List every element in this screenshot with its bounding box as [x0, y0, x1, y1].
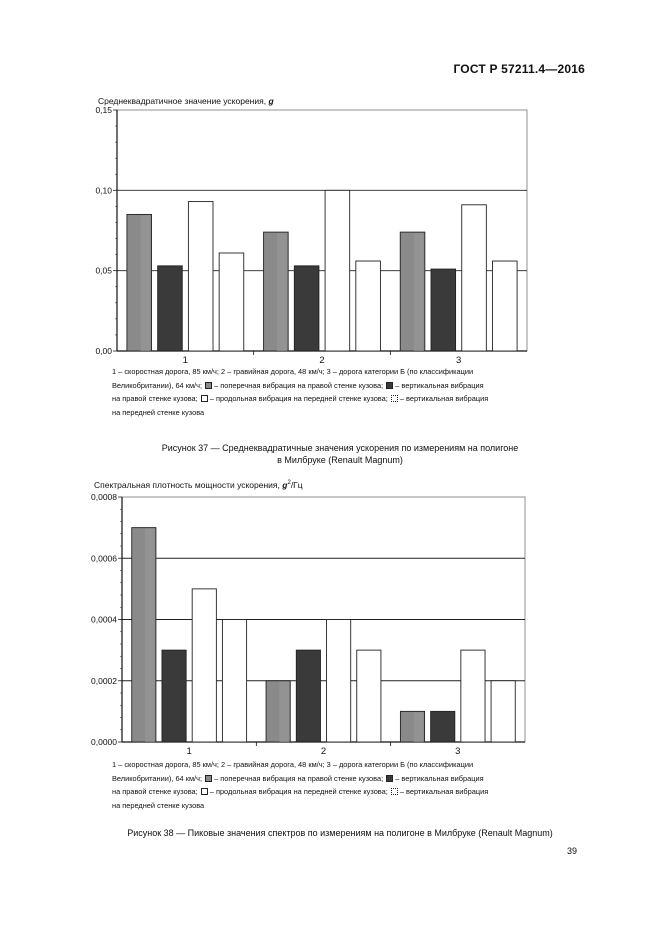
chart2-title-rest: /Гц	[290, 480, 303, 490]
y-tick-label: 0,0000	[91, 737, 117, 747]
y-tick-label: 0,0008	[91, 492, 117, 502]
figure-37-caption	[80, 442, 600, 466]
legend-line-3	[112, 392, 488, 406]
y-tick-label: 0,0004	[91, 614, 117, 625]
bar-cat3-series4	[492, 261, 517, 351]
x-tick-label: 2	[320, 746, 327, 757]
legend-line-4: на передней стенке кузова	[112, 407, 205, 417]
x-tick-label: 3	[456, 355, 462, 366]
legend-swatch-longitudinal-front	[201, 395, 208, 402]
legend-text: – поперечная вибрация на правой стенке кузова;	[214, 773, 384, 783]
figure-38-caption: Рисунок 38 — Пиковые значения спектров по измерениям на полигоне в Милбруке (Renault Magnum)	[127, 828, 553, 838]
bar-cat3-series2	[431, 269, 456, 351]
y-tick-label: 0,15	[95, 105, 112, 115]
legend-swatch-lateral-right	[205, 775, 212, 782]
y-tick-label: 0,05	[95, 265, 112, 276]
bar-cat2-series4	[356, 261, 381, 351]
legend-swatch-lateral-right	[205, 382, 212, 389]
chart2-title-text: Спектральная плотность мощности ускорения,	[94, 480, 283, 490]
legend-line-2	[112, 379, 488, 393]
legend-line-3	[112, 785, 488, 799]
chart2-title-unit: g	[282, 480, 288, 490]
legend-text: – продольная вибрация на передней стенке кузова;	[209, 787, 388, 797]
chart1-title-text: Среднеквадратичное значение ускорения,	[98, 96, 269, 106]
bar-cat1-series3	[188, 202, 213, 351]
legend-text: – вертикальная вибрация	[399, 787, 489, 797]
legend-text: на правой стенке кузова;	[112, 394, 198, 404]
bar-shade	[277, 233, 287, 351]
bar-shade	[140, 215, 150, 351]
y-tick-label: 0,0006	[91, 553, 117, 564]
y-tick-label: 0,0002	[91, 675, 117, 686]
bar-cat1-series2	[158, 266, 183, 351]
chart1-legend	[112, 365, 488, 419]
legend-text: – вертикальная вибрация	[399, 394, 489, 404]
legend-text: – вертикальная вибрация	[395, 773, 484, 783]
bar-shade	[414, 233, 424, 351]
chart2-legend	[112, 758, 488, 812]
legend-text: Великобритании), 64 км/ч;	[112, 380, 202, 390]
legend-swatch-longitudinal-front	[201, 788, 208, 795]
bar-cat2-series3	[325, 190, 350, 351]
bar-cat1-series4	[219, 253, 244, 351]
legend-text: – поперечная вибрация на правой стенке кузова;	[214, 380, 384, 390]
legend-line-2	[112, 772, 488, 786]
chart2-title	[94, 480, 303, 490]
legend-swatch-vertical-right	[386, 382, 393, 389]
legend-line-4: на передней стенке кузова	[112, 800, 205, 810]
legend-text: Великобритании), 64 км/ч;	[112, 773, 202, 783]
legend-text: – вертикальная вибрация	[395, 380, 484, 390]
document-code: ГОСТ Р 57211.4—2016	[453, 62, 585, 76]
legend-line-1: 1 – скоростная дорога, 85 км/ч; 2 – гравийная дорога, 48 км/ч; 3 – дорога категории Б (по классификации	[112, 760, 474, 769]
chart2-title-sup: 2	[287, 480, 291, 487]
x-tick-label: 1	[182, 355, 188, 366]
x-tick-label: 1	[186, 746, 192, 757]
y-tick-label: 0,00	[95, 346, 112, 356]
caption-line: Рисунок 37 — Среднеквадратичные значения ускорения по измерениям на полигоне	[161, 443, 519, 453]
caption-line: в Милбруке (Renault Magnum)	[277, 455, 403, 465]
legend-text: на правой стенке кузова;	[112, 787, 198, 797]
legend-swatch-vertical-front	[391, 395, 398, 402]
x-tick-label: 3	[455, 746, 461, 757]
bar-cat2-series2	[294, 266, 319, 351]
y-tick-label: 0,10	[95, 185, 112, 196]
legend-line-1: 1 – скоростная дорога, 85 км/ч; 2 – гравийная дорога, 48 км/ч; 3 – дорога категории Б (по классификации	[112, 367, 474, 376]
page-number: 39	[566, 846, 577, 856]
legend-swatch-vertical-front	[391, 788, 398, 795]
x-tick-label: 2	[319, 355, 325, 366]
legend-swatch-vertical-right	[386, 775, 393, 782]
chart1-title-unit: g	[268, 96, 274, 106]
bar-cat3-series3	[462, 205, 487, 351]
legend-text: – продольная вибрация на передней стенке кузова;	[209, 394, 388, 404]
